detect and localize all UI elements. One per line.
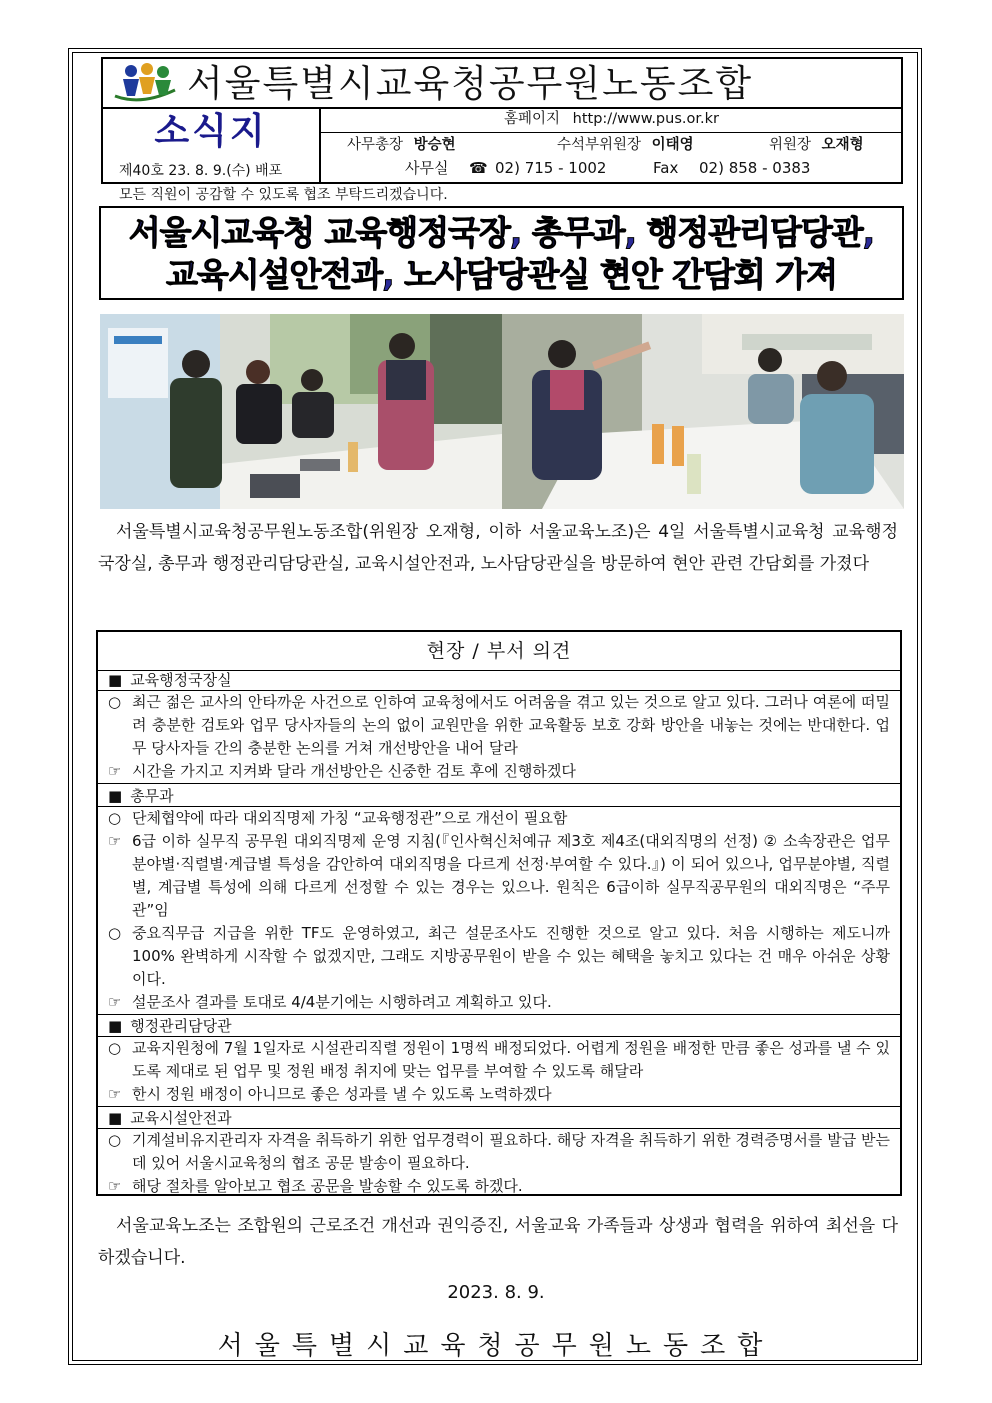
- closing-paragraph: [98, 1210, 898, 1274]
- opinion-section: [98, 1016, 900, 1107]
- opinion-text: 최근 젊은 교사의 안타까운 사건으로 인하여 교육청에서도 어려움을 겪고 있는 것으로 알고 있다. 그러나 여론에 떠밀려 충분한 검토와 업무 당사자들의 논의 없이 교원만을 위한 교육활동 보호 강화 방안을 내놓는 것에는 반대한다. 업무 당사자들 간의 충분한 논의를 거쳐 개선방안을 내어 달라: [132, 693, 890, 757]
- square-marker-icon: ■: [108, 787, 123, 805]
- footer-org-name: 서울특별시교육청공무원노동조합: [217, 1331, 775, 1361]
- square-marker-icon: ■: [108, 1017, 123, 1035]
- response-text: 한시 정원 배정이 아니므로 좋은 성과를 낼 수 있도록 노력하겠다: [132, 1085, 552, 1103]
- section-title-text: 교육행정국장실: [130, 671, 232, 689]
- officer-role: 사무총장: [347, 137, 404, 153]
- circle-marker-icon: ○: [108, 924, 122, 942]
- closing-text: 서울교육노조는 조합원의 근로조건 개선과 권익증진, 서울교육 가족들과 상생과 협력을 위하여 최선을 다하겠습니다.: [98, 1216, 898, 1268]
- response-text: 해당 절차를 알아보고 협조 공문을 발송할 수 있도록 하겠다.: [132, 1177, 523, 1195]
- circle-marker-icon: ○: [108, 693, 122, 711]
- section-title-text: 행정관리담당관: [130, 1017, 232, 1035]
- newsletter-block: [101, 108, 321, 184]
- pointing-hand-icon: ☞: [108, 762, 122, 780]
- fax-number: 02) 858 - 0383: [699, 159, 811, 177]
- section-title: [98, 1108, 900, 1129]
- pointing-hand-icon: ☞: [108, 832, 122, 850]
- response-text: 6급 이하 실무직 공무원 대외직명제 운영 지침(『인사혁신처예규 제3호 제4조(대외직명의 선정) ② 소속장관은 업무분야별·직렬별·계급별 특성을 감안하여 대외직명을 다르게 선정·부여할 수 있다.』) 이 되어 있으나, 업무분야별, 직렬별, 계급별 특성에 의해 다르게 선정할 수 있는 경우는 있으나. 원칙은 6급이하 실무직공무원의 대외직명은 “주무관”임: [132, 832, 890, 919]
- intro-text: 서울특별시교육청공무원노동조합(위원장 오재형, 이하 서울교육노조)은 4일 서울특별시교육청 교육행정국장실, 총무과 행정관리담당관실, 교육시설안전과, 노사담당관실을 방문하여 현안 관련 간담회를 가졌다: [98, 522, 898, 574]
- pointing-hand-icon: ☞: [108, 1085, 122, 1103]
- square-marker-icon: ■: [108, 1109, 123, 1127]
- opinion-section: [98, 786, 900, 1015]
- phone-number: 02) 715 - 1002: [495, 159, 607, 177]
- officer-secretary: [347, 134, 456, 156]
- pointing-hand-icon: ☞: [108, 1177, 122, 1195]
- meeting-photo-left: [100, 314, 502, 509]
- circle-marker-icon: ○: [108, 1039, 122, 1057]
- opinion-table-header: 현장 / 부서 의견: [98, 632, 900, 671]
- fax-label: Fax: [653, 159, 679, 177]
- response-row: [98, 1083, 900, 1106]
- officer-role: 수석부위원장: [557, 137, 642, 153]
- section-title: [98, 670, 900, 691]
- contact-block: [320, 108, 903, 184]
- intro-paragraph: [98, 516, 898, 580]
- headline-box: [99, 206, 904, 300]
- pointing-hand-icon: ☞: [108, 993, 122, 1011]
- response-text: 설문조사 결과를 토대로 4/4분기에는 시행하려고 계획하고 있다.: [132, 993, 552, 1011]
- cooperation-notice: 모든 직원이 공감할 수 있도록 협조 부탁드리겠습니다.: [119, 187, 448, 203]
- section-title-text: 교육시설안전과: [130, 1109, 232, 1127]
- org-title: 서울특별시교육청공무원노동조합: [187, 62, 754, 105]
- officer-chair: [769, 134, 864, 156]
- issue-info: 제40호 23. 8. 9.(수) 배포: [119, 163, 283, 179]
- officers-row: [321, 134, 902, 156]
- opinion-section: [98, 670, 900, 784]
- masthead: [101, 57, 903, 109]
- office-label: 사무실: [405, 159, 449, 177]
- headline-line-1: 서울시교육청 교육행정국장, 총무과, 행정관리담당관,: [128, 213, 875, 252]
- response-row: [98, 1175, 900, 1198]
- homepage-label: 홈페이지: [504, 111, 561, 127]
- union-logo-icon: [111, 62, 181, 106]
- office-contact-row: [321, 157, 902, 179]
- headline-line-2: 교육시설안전과, 노사담당관실 현안 간담회 가져: [165, 255, 838, 294]
- newsletter-title: 소식지: [154, 111, 268, 152]
- opinion-text: 중요직무급 지급을 위한 TF도 운영하였고, 최근 설문조사도 진행한 것으로 알고 있다. 처음 시행하는 제도니까 100% 완벽하게 시작할 수 없겠지만, 그래도 지방공무원이 받을 수 있는 혜택을 놓치고 있다는 건 매우 아쉬운 상황이다.: [132, 924, 890, 988]
- phone-icon: ☎: [469, 159, 488, 177]
- circle-marker-icon: ○: [108, 809, 122, 827]
- section-title-text: 총무과: [130, 787, 174, 805]
- opinion-table: [96, 630, 902, 1196]
- officer-vice-chair: [557, 134, 694, 156]
- response-row: [98, 760, 900, 783]
- opinion-row: [98, 807, 900, 830]
- opinion-text: 기계설비유지관리자 자격을 취득하기 위한 업무경력이 필요하다. 해당 자격을 취득하기 위한 경력증명서를 발급 받는데 있어 서울시교육청의 협조 공문 발송이 필요하다.: [132, 1131, 890, 1172]
- homepage-link[interactable]: http://www.pus.or.kr: [572, 111, 719, 127]
- officer-name: 이태영: [651, 137, 694, 153]
- opinion-section: [98, 1108, 900, 1198]
- opinion-row: [98, 691, 900, 760]
- response-text: 시간을 가지고 지켜봐 달라 개선방안은 신중한 검토 후에 진행하겠다: [132, 762, 576, 780]
- meeting-photo-right: [502, 314, 904, 509]
- opinion-row: [98, 1037, 900, 1083]
- section-title: [98, 786, 900, 807]
- opinion-text: 단체협약에 따라 대외직명제 가칭 “교육행정관”으로 개선이 필요함: [132, 809, 568, 827]
- issue-date: 2023. 8. 9.: [447, 1282, 545, 1303]
- circle-marker-icon: ○: [108, 1131, 122, 1149]
- officer-role: 위원장: [769, 137, 812, 153]
- square-marker-icon: ■: [108, 671, 123, 689]
- opinion-row: [98, 1129, 900, 1175]
- response-row: [98, 830, 900, 922]
- officer-name: 오재형: [821, 137, 864, 153]
- section-title: [98, 1016, 900, 1037]
- headline: [101, 212, 902, 296]
- officer-name: 방승현: [413, 137, 456, 153]
- opinion-row: [98, 922, 900, 991]
- opinion-text: 교육지원청에 7월 1일자로 시설관리직렬 정원이 1명씩 배정되었다. 어렵게 정원을 배정한 만큼 좋은 성과를 낼 수 있도록 제대로 된 업무 및 정원 배정 취지에 맞는 업무를 부여할 수 있도록 해달라: [132, 1039, 890, 1080]
- homepage-row: [321, 108, 902, 133]
- response-row: [98, 991, 900, 1014]
